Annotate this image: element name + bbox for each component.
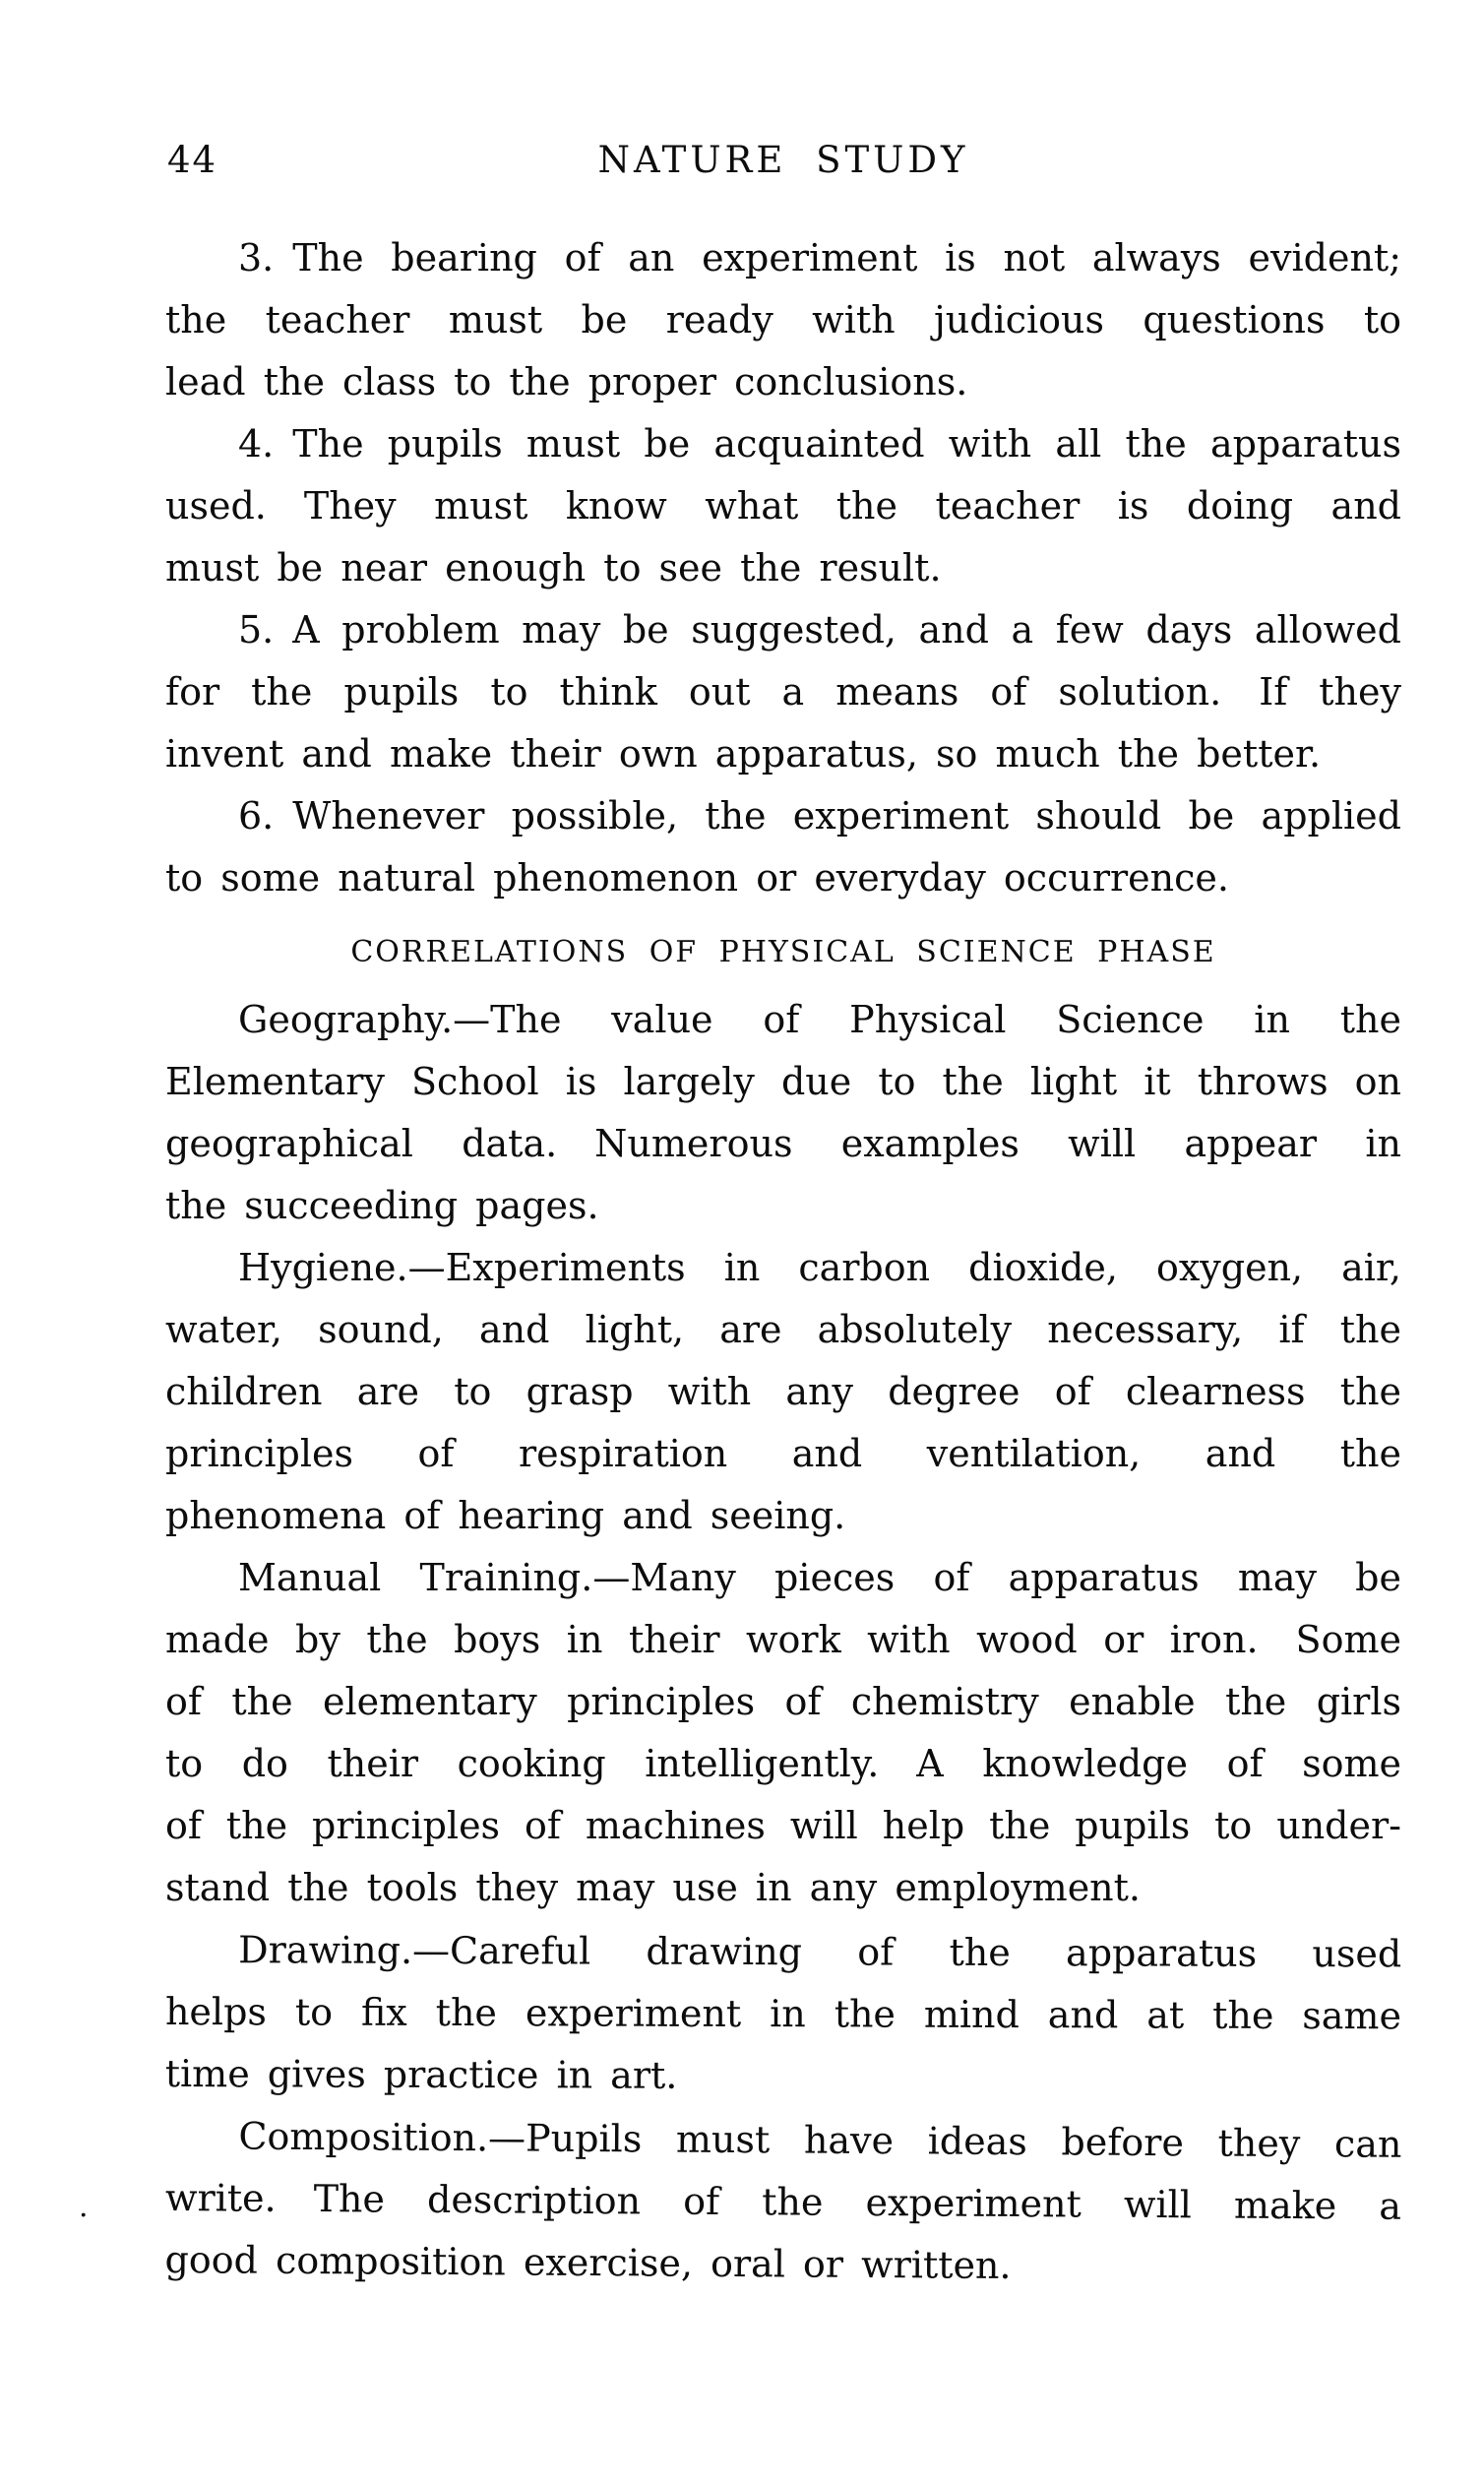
- text-line: Geography.—The value of Physical Science in the: [238, 998, 1401, 1041]
- text-line: stand the tools they may use in any employment.: [165, 1866, 1142, 1909]
- text-line: helps to fix the experiment in the mind and at the same: [164, 1990, 1402, 2038]
- paragraph: [165, 1919, 1402, 2109]
- text-line: children are to grasp with any degree of clearness the: [165, 1370, 1401, 1413]
- text-line: 4. The pupils must be acquainted with all the apparatus: [238, 422, 1401, 466]
- paragraph: [164, 2105, 1401, 2300]
- text-line: the succeeding pages.: [165, 1184, 599, 1227]
- paragraph: [165, 227, 1401, 413]
- text-line: water, sound, and light, are absolutely necessary, if the: [165, 1308, 1401, 1351]
- text-line: of the principles of machines will help the pupils to under-: [165, 1804, 1401, 1847]
- page-header: [165, 139, 1401, 182]
- text-line: Drawing.—Careful drawing of the apparatus used: [238, 1928, 1402, 1976]
- text-line: Manual Training.—Many pieces of apparatus may be: [238, 1556, 1401, 1599]
- text-line: of the elementary principles of chemistry enable the girls: [165, 1680, 1401, 1723]
- text-line: good composition exercise, oral or written.: [164, 2237, 1012, 2288]
- paragraph: [165, 989, 1401, 1237]
- paragraph: [165, 599, 1401, 785]
- page-body: [165, 227, 1401, 2291]
- text-line: made by the boys in their work with wood or iron. Some: [165, 1618, 1401, 1661]
- text-line: lead the class to the proper conclusions.: [165, 360, 968, 404]
- paragraph: [165, 1547, 1401, 1919]
- text-line: used. They must know what the teacher is doing and: [165, 484, 1401, 528]
- text-line: the teacher must be ready with judicious questions to: [165, 298, 1401, 342]
- text-line: 3. The bearing of an experiment is not always evident;: [238, 236, 1401, 279]
- text-line: time gives practice in art.: [164, 2051, 678, 2097]
- text-line: 6. Whenever possible, the experiment should be applied: [238, 794, 1401, 838]
- text-line: must be near enough to see the result.: [165, 546, 942, 590]
- text-line: principles of respiration and ventilation, and the: [165, 1432, 1401, 1475]
- page-number: 44: [167, 139, 218, 181]
- text-line: 5. A problem may be suggested, and a few days allowed: [238, 608, 1401, 652]
- text-line: for the pupils to think out a means of solution. If they: [165, 670, 1401, 714]
- text-line: to some natural phenomenon or everyday occurrence.: [165, 856, 1229, 900]
- text-line: Composition.—Pupils must have ideas before they can: [238, 2114, 1402, 2166]
- running-head-title: NATURE STUDY: [597, 139, 969, 181]
- section-heading: CORRELATIONS OF PHYSICAL SCIENCE PHASE: [350, 935, 1216, 969]
- text-line: phenomena of hearing and seeing.: [165, 1494, 846, 1537]
- text-line: invent and make their own apparatus, so much the better.: [165, 732, 1322, 776]
- scan-speck: .: [79, 2190, 89, 2224]
- paragraph: [165, 785, 1401, 909]
- text-line: to do their cooking intelligently. A knowledge of some: [165, 1742, 1401, 1785]
- text-line: geographical data. Numerous examples will appear in: [165, 1122, 1401, 1165]
- paragraph: [165, 1237, 1401, 1547]
- paragraph: [165, 413, 1401, 599]
- text-line: Elementary School is largely due to the light it throws on: [165, 1060, 1401, 1103]
- text-line: Hygiene.—Experiments in carbon dioxide, oxygen, air,: [238, 1246, 1401, 1289]
- text-line: write. The description of the experiment will make a: [164, 2176, 1402, 2228]
